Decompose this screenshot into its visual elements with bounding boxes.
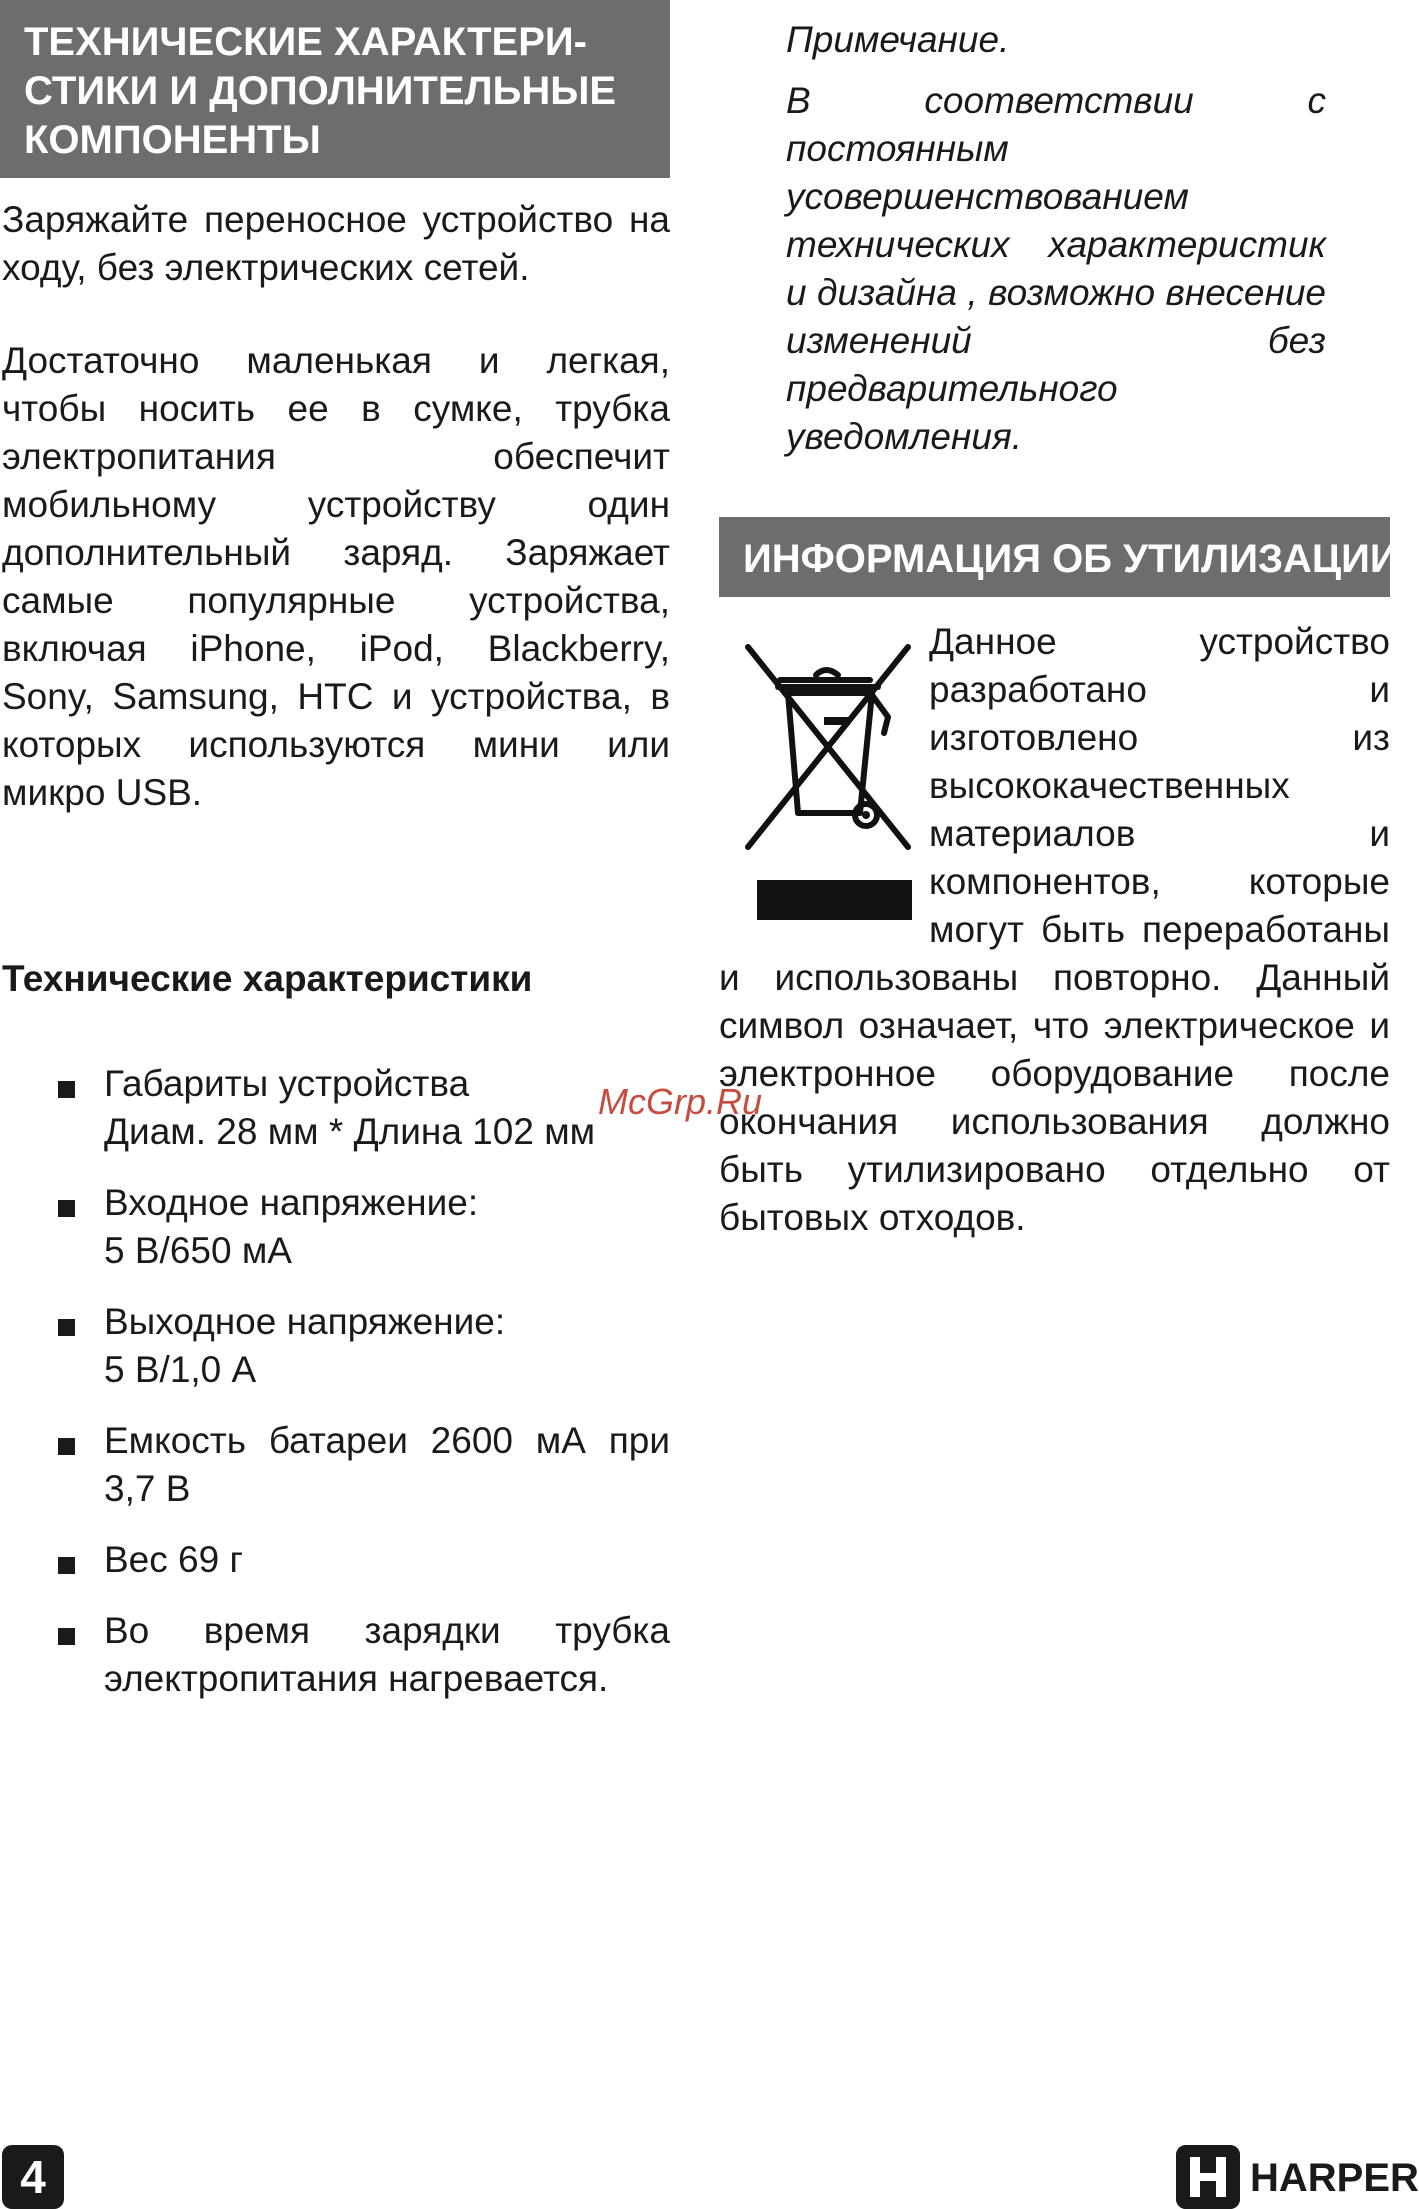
heading-line: КОМПОНЕНТЫ — [24, 118, 321, 162]
spec-line: Во время зарядки трубка — [104, 1610, 670, 1651]
spec-line: Емкость батареи 2600 мА при — [104, 1420, 670, 1461]
disposal-heading-banner — [719, 517, 1399, 597]
bullet-square-icon — [58, 1319, 75, 1336]
spec-item — [58, 1417, 670, 1513]
heading-line: ТЕХНИЧЕСКИЕ ХАРАКТЕРИ- — [24, 20, 587, 64]
spec-item — [58, 1298, 670, 1394]
bullet-square-icon — [58, 1438, 75, 1455]
bullet-square-icon — [58, 1557, 75, 1574]
specs-list — [58, 1060, 670, 1726]
spec-line: 5 В/1,0 А — [104, 1349, 257, 1390]
page-number: 4 — [2, 2145, 64, 2209]
section-heading — [24, 18, 664, 165]
brand-name: HARPER — [1250, 2156, 1419, 2200]
section-heading-banner — [0, 0, 670, 178]
bullet-square-icon — [58, 1081, 75, 1098]
spec-item — [58, 1179, 670, 1275]
disposal-heading: ИНФОРМАЦИЯ ОБ УТИЛИЗАЦИИ — [743, 537, 1399, 581]
disposal-paragraph: Данное устройство разработано и изготовлено из высококачественных материалов и компонентов, которые могут быть переработаны и использованы повторно. Данный символ означает, что электрическое и электронное оборудование после окончания использования должно быть утилизировано отдельно от бытовых отходов. — [719, 621, 1390, 1238]
spec-line: 3,7 В — [104, 1468, 191, 1509]
note-label: Примечание. — [786, 19, 1010, 60]
harper-logo-icon — [1176, 2145, 1240, 2209]
spec-line: электропитания нагревается. — [104, 1658, 609, 1699]
spec-item — [58, 1536, 670, 1584]
bullet-square-icon — [58, 1200, 75, 1217]
heading-line: СТИКИ И ДОПОЛНИТЕЛЬНЫЕ — [24, 69, 617, 113]
spec-line: Выходное напряжение: — [104, 1301, 506, 1342]
note-text: В соответствии с постоянным усовершенствованием технических характеристик и дизайна , возможно внесение изменений без предварительного уведомления. — [786, 80, 1326, 457]
specs-heading: Технические характеристики — [2, 958, 533, 999]
spec-line: 5 В/650 мА — [104, 1230, 292, 1271]
weee-underline-bar — [757, 880, 912, 920]
spec-line: Диам. 28 мм * Длина 102 мм — [104, 1111, 596, 1152]
spec-line: Габариты устройства — [104, 1063, 470, 1104]
watermark-text: McGrp.Ru — [598, 1081, 763, 1122]
intro-paragraph: Заряжайте переносное устройство на ходу, без электрических сетей. — [2, 199, 670, 288]
spec-item — [58, 1060, 670, 1156]
description-paragraph: Достаточно маленькая и легкая, чтобы носить ее в сумке, трубка электропитания обеспечит мобильному устройству один дополнительный заряд. Заряжает самые популярные устройства, включая iPhone, iPod, Blackberry, Sony, Samsung, HTC и устройства, в которых используются мини или микро USB. — [2, 340, 670, 813]
bullet-square-icon — [58, 1628, 75, 1645]
spec-line: Вес 69 г — [104, 1539, 243, 1580]
spec-item — [58, 1607, 670, 1703]
spec-line: Входное напряжение: — [104, 1182, 479, 1223]
